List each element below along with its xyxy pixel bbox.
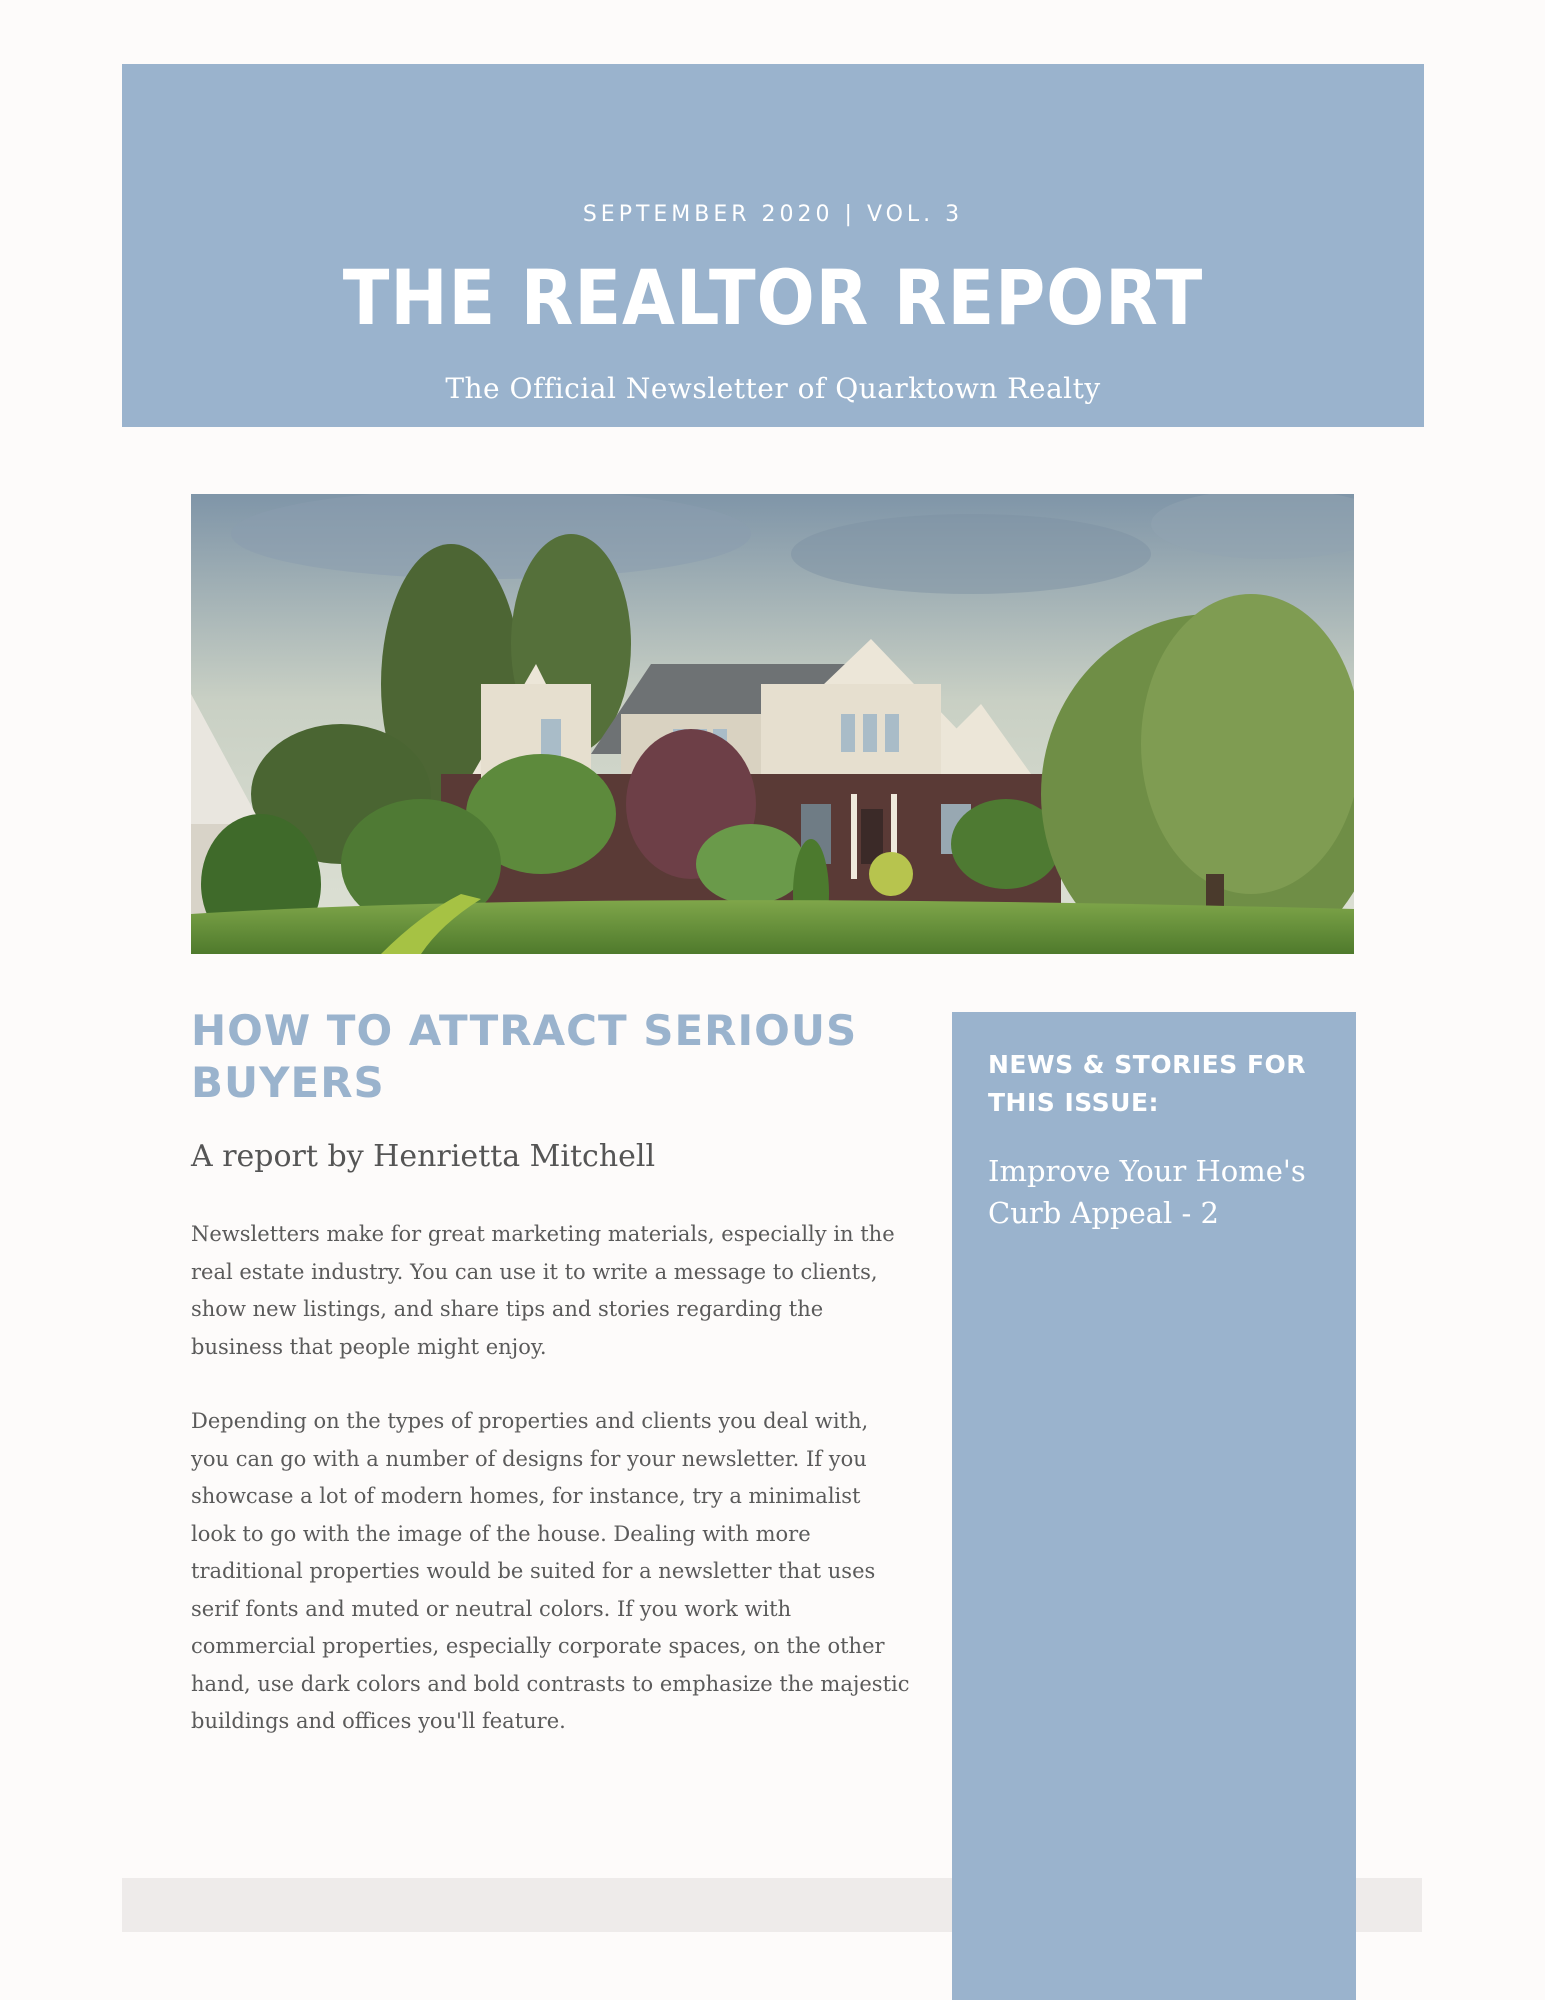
issue-date-volume: SEPTEMBER 2020 | VOL. 3	[582, 202, 964, 227]
masthead	[122, 64, 1424, 427]
article-byline: A report by Henrietta Mitchell	[191, 1139, 656, 1174]
newsletter-subtitle: The Official Newsletter of Quarktown Realty	[445, 372, 1101, 405]
main-article	[191, 1005, 911, 1741]
article-paragraph: Newsletters make for great marketing materials, especially in the real estate industry. You can use it to write a message to clients, show new listings, and share tips and stories regarding the business that people might enjoy.	[191, 1222, 895, 1359]
sidebar-item-curb-appeal[interactable]: Improve Your Home's Curb Appeal - 2	[988, 1154, 1306, 1230]
issue-contents-sidebar	[952, 1012, 1356, 2000]
sidebar-heading: NEWS & STORIES FOR THIS ISSUE:	[988, 1050, 1307, 1117]
article-paragraph: Depending on the types of properties and clients you deal with, you can go with a number of designs for your newsletter. If you showcase a lot of modern homes, for instance, try a minimalist look to go with the image of the house. Dealing with more traditional properties would be suited for a newsletter that uses serif fonts and muted or neutral colors. If you work with commercial properties, especially corporate spaces, on the other hand, use dark colors and bold contrasts to emphasize the majestic buildings and offices you'll feature.	[191, 1409, 910, 1733]
house-photo-icon	[191, 494, 1354, 954]
article-headline: HOW TO ATTRACT SERIOUS BUYERS	[191, 1006, 858, 1107]
newsletter-title: THE REALTOR REPORT	[342, 253, 1204, 342]
